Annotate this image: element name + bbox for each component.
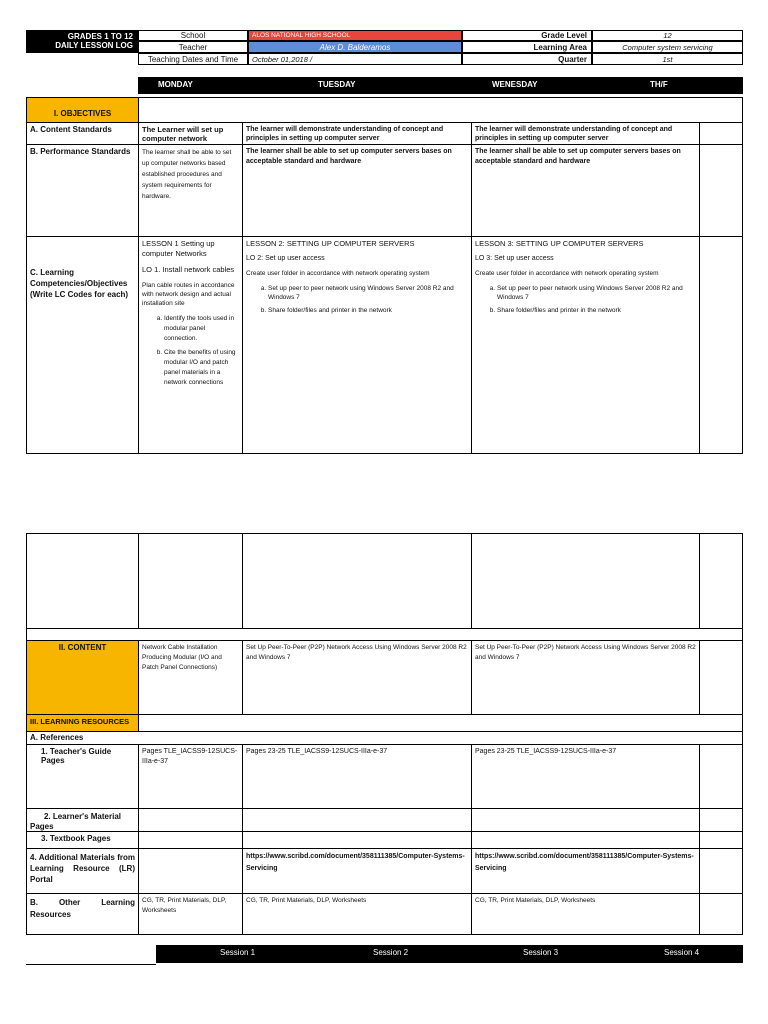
tg-label: 1. Teacher's Guide Pages bbox=[26, 744, 139, 809]
tuesday-lo: LO 2: Set up user access bbox=[246, 255, 325, 262]
lm-label bbox=[26, 808, 139, 832]
performance-label: B. Performance Standards bbox=[26, 144, 139, 237]
tuesday-objectives-list bbox=[246, 284, 468, 315]
resources-heading-fill bbox=[138, 714, 743, 732]
content-standards-monday: The Learner will set up computer network bbox=[138, 122, 243, 145]
lm-thf bbox=[699, 808, 743, 832]
quarter-label: Quarter bbox=[462, 53, 592, 65]
content-heading: II. CONTENT bbox=[26, 640, 139, 715]
other-monday: CG, TR, Print Materials, DLP, Worksheets bbox=[138, 893, 243, 935]
grade-value: 12 bbox=[592, 30, 743, 41]
quarter-value: 1st bbox=[592, 53, 743, 65]
dates-value: October 01,2018 / bbox=[248, 53, 462, 65]
lm-monday bbox=[138, 808, 243, 832]
textbook-label: 3. Textbook Pages bbox=[26, 831, 139, 849]
day-thf: TH/F bbox=[650, 80, 668, 89]
school-value: ALOS NATIONAL HIGH SCHOOL bbox=[248, 30, 462, 41]
competencies-label: C. Learning Competencies/Objectives (Write LC Codes for each) bbox=[26, 236, 139, 454]
resources-heading: III. LEARNING RESOURCES bbox=[26, 714, 139, 732]
area-value: Computer system servicing bbox=[592, 41, 743, 53]
tg-wednesday: Pages 23-25 TLE_IACSS9-12SUCS-IIIa-e-37 bbox=[471, 744, 700, 809]
performance-thf bbox=[699, 144, 743, 237]
references-label: A. References bbox=[26, 731, 743, 745]
tg-monday: Pages TLE_IACSS9-12SUCS-IIIa-e-37 bbox=[138, 744, 243, 809]
additional-monday bbox=[138, 848, 243, 894]
tuesday-item-b: b. Share folder/files and printer in the network bbox=[268, 306, 468, 315]
textbook-wednesday bbox=[471, 831, 700, 849]
performance-wednesday: The learner shall be able to set up computer servers bases on acceptable standard and hardware bbox=[471, 144, 700, 237]
day-monday: MONDAY bbox=[158, 80, 193, 89]
continuation-tuesday bbox=[242, 533, 472, 629]
competencies-thf bbox=[699, 236, 743, 454]
tuesday-lesson: LESSON 2: SETTING UP COMPUTER SERVERS bbox=[246, 239, 415, 248]
tg-thf bbox=[699, 744, 743, 809]
content-standards-tuesday: The learner will demonstrate understanding of concept and principles in setting up computer server bbox=[242, 122, 472, 145]
wednesday-lesson: LESSON 3: SETTING UP COMPUTER SERVERS bbox=[475, 239, 644, 248]
competencies-tuesday bbox=[242, 236, 472, 454]
tuesday-item-a: a. Set up peer to peer network using Windows Server 2008 R2 and Windows 7 bbox=[268, 284, 468, 302]
content-standards-wednesday: The learner will demonstrate understanding of concept and principles in setting up computer server bbox=[471, 122, 700, 145]
performance-monday: The learner shall be able to set up computer networks based established procedures and system requirements for hardware. bbox=[138, 144, 243, 237]
objectives-heading: I. OBJECTIVES bbox=[26, 97, 139, 123]
monday-objectives-list bbox=[142, 314, 239, 388]
monday-plan: Plan cable routes in accordance with network design and actual installation site bbox=[142, 282, 235, 307]
continuation-monday bbox=[138, 533, 243, 629]
school-label: School bbox=[138, 30, 248, 41]
lm-label-line1: 2. Learner's Material bbox=[43, 812, 121, 821]
day-wednesday: WENESDAY bbox=[492, 80, 538, 89]
monday-lo: LO 1. Install network cables bbox=[142, 265, 235, 274]
lm-tuesday bbox=[242, 808, 472, 832]
content-standards-label: A. Content Standards bbox=[26, 122, 139, 145]
continuation-wednesday bbox=[471, 533, 700, 629]
session-underline bbox=[26, 964, 156, 965]
content-thf bbox=[699, 640, 743, 715]
session-4: Session 4 bbox=[664, 948, 700, 957]
performance-tuesday: The learner shall be able to set up computer servers bases on acceptable standard and hardware bbox=[242, 144, 472, 237]
monday-item-a: a. Identify the tools used in modular panel connection. bbox=[164, 314, 239, 344]
lm-label-line2: Pages bbox=[30, 822, 54, 831]
textbook-tuesday bbox=[242, 831, 472, 849]
wednesday-objectives-list bbox=[475, 284, 696, 315]
session-3: Session 3 bbox=[523, 948, 559, 957]
wednesday-item-b: b. Share folder/files and printer in the network bbox=[497, 306, 696, 315]
title-box bbox=[26, 30, 138, 53]
wednesday-create: Create user folder in accordance with network operating system bbox=[475, 270, 659, 277]
area-label: Learning Area bbox=[462, 41, 592, 53]
additional-label: 4. Additional Materials from Learning Resource (LR) Portal bbox=[26, 848, 139, 894]
other-thf bbox=[699, 893, 743, 935]
tuesday-create: Create user folder in accordance with network operating system bbox=[246, 270, 430, 277]
wednesday-item-a: a. Set up peer to peer network using Windows Server 2008 R2 and Windows 7 bbox=[497, 284, 696, 302]
continuation-label-cell bbox=[26, 533, 139, 629]
other-label: B. Other Learning Resources bbox=[26, 893, 139, 935]
objectives-heading-fill bbox=[138, 97, 743, 123]
title-line-2: DAILY LESSON LOG bbox=[55, 41, 133, 50]
dates-label: Teaching Dates and Time bbox=[138, 53, 248, 65]
lm-wednesday bbox=[471, 808, 700, 832]
content-tuesday: Set Up Peer-To-Peer (P2P) Network Access Using Windows Server 2008 R2 and Windows 7 bbox=[242, 640, 472, 715]
other-tuesday: CG, TR, Print Materials, DLP, Worksheets bbox=[242, 893, 472, 935]
day-tuesday: TUESDAY bbox=[318, 80, 356, 89]
monday-item-b: b. Cite the benefits of using modular I/O and patch panel materials in a network connections bbox=[164, 348, 239, 388]
title-line-1: GRADES 1 TO 12 bbox=[67, 32, 133, 41]
grade-label: Grade Level bbox=[462, 30, 592, 41]
other-wednesday: CG, TR, Print Materials, DLP, Worksheets bbox=[471, 893, 700, 935]
teacher-label: Teacher bbox=[138, 41, 248, 53]
wednesday-lo: LO 3: Set up user access bbox=[475, 255, 554, 262]
session-2: Session 2 bbox=[373, 948, 409, 957]
session-1: Session 1 bbox=[220, 948, 256, 957]
competencies-monday bbox=[138, 236, 243, 454]
additional-thf bbox=[699, 848, 743, 894]
textbook-thf bbox=[699, 831, 743, 849]
additional-tuesday[interactable]: https://www.scribd.com/document/358111385/Computer-Systems-Servicing bbox=[242, 848, 472, 894]
additional-wednesday[interactable]: https://www.scribd.com/document/358111385/Computer-Systems-Servicing bbox=[471, 848, 700, 894]
continuation-thf bbox=[699, 533, 743, 629]
tg-tuesday: Pages 23-25 TLE_IACSS9-12SUCS-IIIa-e-37 bbox=[242, 744, 472, 809]
competencies-wednesday bbox=[471, 236, 700, 454]
content-wednesday: Set Up Peer-To-Peer (P2P) Network Access Using Windows Server 2008 R2 and Windows 7 bbox=[471, 640, 700, 715]
teacher-value: Alex D. Balderamos bbox=[248, 41, 462, 53]
content-monday: Network Cable Installation Producing Modular (I/O and Patch Panel Connections) bbox=[138, 640, 243, 715]
content-standards-thf bbox=[699, 122, 743, 145]
textbook-monday bbox=[138, 831, 243, 849]
monday-lesson: LESSON 1 Setting up computer Networks bbox=[142, 239, 215, 258]
